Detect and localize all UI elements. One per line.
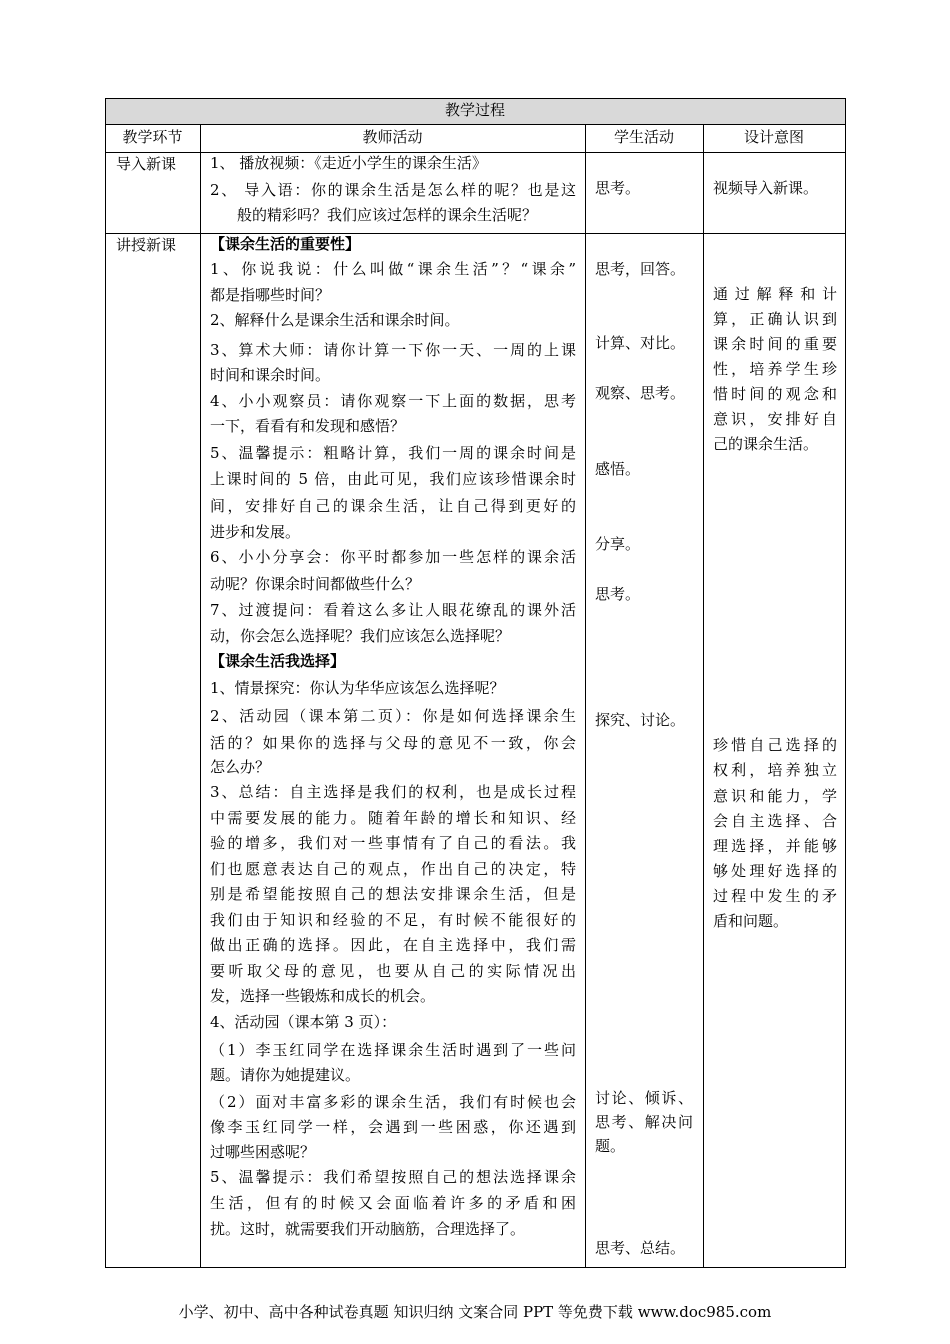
- design-intent: 珍惜自己选择的: [713, 736, 837, 754]
- teacher-line: 2、解释什么是课余生活和课余时间。: [210, 311, 460, 329]
- teacher-line: 1、你说我说：什么叫做“课余生活”？“课余”: [210, 260, 576, 278]
- teacher-line: 动呢？你课余时间都做些什么？: [210, 575, 421, 593]
- teacher-line: 都是指哪些时间？: [210, 286, 331, 304]
- teacher-line: 生活，但有的时候又会面临着许多的矛盾和困: [210, 1194, 576, 1212]
- header-intent: 设计意图: [743, 128, 804, 146]
- design-intent: 意识和能力，学: [713, 787, 837, 805]
- student-activity: 思考、总结。: [595, 1239, 686, 1257]
- student-activity: 思考。: [595, 585, 641, 603]
- teacher-line: 扰。这时，就需要我们开动脑筋，合理选择了。: [210, 1220, 526, 1238]
- teacher-line: 要听取父母的意见，也要从自己的实际情况出: [210, 962, 576, 980]
- teacher-line: 4、小小观察员：请你观察一下上面的数据，思考: [210, 392, 576, 410]
- teacher-line: 们也愿意表达自己的观点，作出自己的决定，特: [210, 860, 576, 878]
- design-intent: 算，正确认识到: [713, 310, 837, 328]
- teacher-line: 6、小小分享会：你平时都参加一些怎样的课余活: [210, 548, 576, 566]
- design-intent: 会自主选择、合: [713, 812, 837, 830]
- design-intent: 够处理好选择的: [713, 862, 837, 880]
- teacher-line: 一下，看看有和发现和感悟？: [210, 417, 406, 435]
- teacher-line: 进步和发展。: [210, 523, 301, 541]
- teacher-line: 般的精彩吗？我们应该过怎样的课余生活呢？: [237, 206, 538, 224]
- teacher-line: 1、情景探究：你认为华华应该怎么选择呢？: [210, 679, 505, 697]
- teacher-line: 2、 导入语：你的课余生活是怎么样的呢？也是这: [210, 181, 576, 199]
- teacher-line: 过哪些困惑呢？: [210, 1143, 316, 1161]
- page-footer: 小学、初中、高中各种试卷真题 知识归纳 文案合同 PPT 等免费下载 www.doc985.com: [178, 1303, 772, 1321]
- design-intent: 己的课余生活。: [713, 435, 819, 453]
- stage-intro: 导入新课: [116, 155, 177, 173]
- teacher-line: 像李玉红同学一样，会遇到一些困惑，你还遇到: [210, 1118, 576, 1136]
- teacher-line: 7、过渡提问：看着这么多让人眼花缭乱的课外活: [210, 601, 576, 619]
- teacher-line: 间，安排好自己的课余生活，让自己得到更好的: [210, 497, 576, 515]
- design-intent: 权利，培养独立: [713, 761, 837, 779]
- teacher-line: 验的增多，我们对一些事情有了自己的看法。我: [210, 834, 576, 852]
- design-intent: 过程中发生的矛: [713, 887, 837, 905]
- teacher-line: （2）面对丰富多彩的课余生活，我们有时候也会: [210, 1093, 576, 1111]
- student-activity: 感悟。: [595, 460, 641, 478]
- table-title: 教学过程: [444, 101, 505, 119]
- student-activity: 观察、思考。: [595, 384, 686, 402]
- teacher-line: 活的？如果你的选择与父母的意见不一致，你会: [210, 734, 576, 752]
- student-activity: 题。: [595, 1137, 626, 1155]
- student-activity: 思考。: [595, 179, 641, 197]
- teacher-line: 3、算术大师：请你计算一下你一天、一周的上课: [210, 341, 576, 359]
- teacher-line: 中需要发展的能力。随着年龄的增长和知识、经: [210, 809, 576, 827]
- teacher-line: 5、温馨提示：粗略计算，我们一周的课余时间是: [210, 444, 576, 462]
- section-heading: 【课余生活的重要性】: [210, 235, 361, 253]
- section-heading: 【课余生活我选择】: [210, 652, 346, 670]
- teacher-line: 题。请你为她提建议。: [210, 1066, 361, 1084]
- design-intent: 盾和问题。: [713, 912, 789, 930]
- teacher-line: 4、活动园（课本第 3 页）：: [210, 1013, 397, 1031]
- design-intent: 惜时间的观念和: [713, 385, 837, 403]
- teacher-line: 发，选择一些锻炼和成长的机会。: [210, 987, 436, 1005]
- teacher-line: 5、温馨提示：我们希望按照自己的想法选择课余: [210, 1168, 576, 1186]
- design-intent: 意识，安排好自: [713, 410, 837, 428]
- student-activity: 讨论、倾诉、: [595, 1089, 693, 1107]
- student-activity: 思考、解决问: [595, 1113, 693, 1131]
- student-activity: 思考，回答。: [595, 260, 686, 278]
- stage-teaching: 讲授新课: [116, 236, 177, 254]
- teacher-line: 3、总结：自主选择是我们的权利，也是成长过程: [210, 783, 576, 801]
- design-intent: 性，培养学生珍: [713, 360, 837, 378]
- design-intent: 通过解释和计: [713, 285, 837, 303]
- header-teacher: 教师活动: [362, 128, 423, 146]
- design-intent: 视频导入新课。: [713, 179, 819, 197]
- header-stage: 教学环节: [122, 128, 183, 146]
- design-intent: 理选择，并能够: [713, 837, 837, 855]
- teacher-line: 1、 播放视频：《走近小学生的课余生活》: [210, 154, 487, 172]
- teacher-line: 动，你会怎么选择呢？我们应该怎么选择呢？: [210, 627, 511, 645]
- student-activity: 分享。: [595, 535, 641, 553]
- teacher-line: 上课时间的 5 倍，由此可见，我们应该珍惜课余时: [210, 470, 576, 488]
- student-activity: 探究、讨论。: [595, 711, 686, 729]
- teacher-line: 怎么办？: [210, 758, 271, 776]
- design-intent: 课余时间的重要: [713, 335, 837, 353]
- teacher-line: 时间和课余时间。: [210, 366, 331, 384]
- teacher-line: （1）李玉红同学在选择课余生活时遇到了一些问: [210, 1041, 576, 1059]
- student-activity: 计算、对比。: [595, 334, 686, 352]
- teacher-line: 2、活动园（课本第二页）：你是如何选择课余生: [210, 707, 576, 725]
- header-student: 学生活动: [613, 128, 674, 146]
- teacher-line: 别是希望能按照自己的想法安排课余生活，但是: [210, 885, 576, 903]
- teacher-line: 做出正确的选择。因此，在自主选择中，我们需: [210, 936, 576, 954]
- teacher-line: 我们由于知识和经验的不足，有时候不能很好的: [210, 911, 576, 929]
